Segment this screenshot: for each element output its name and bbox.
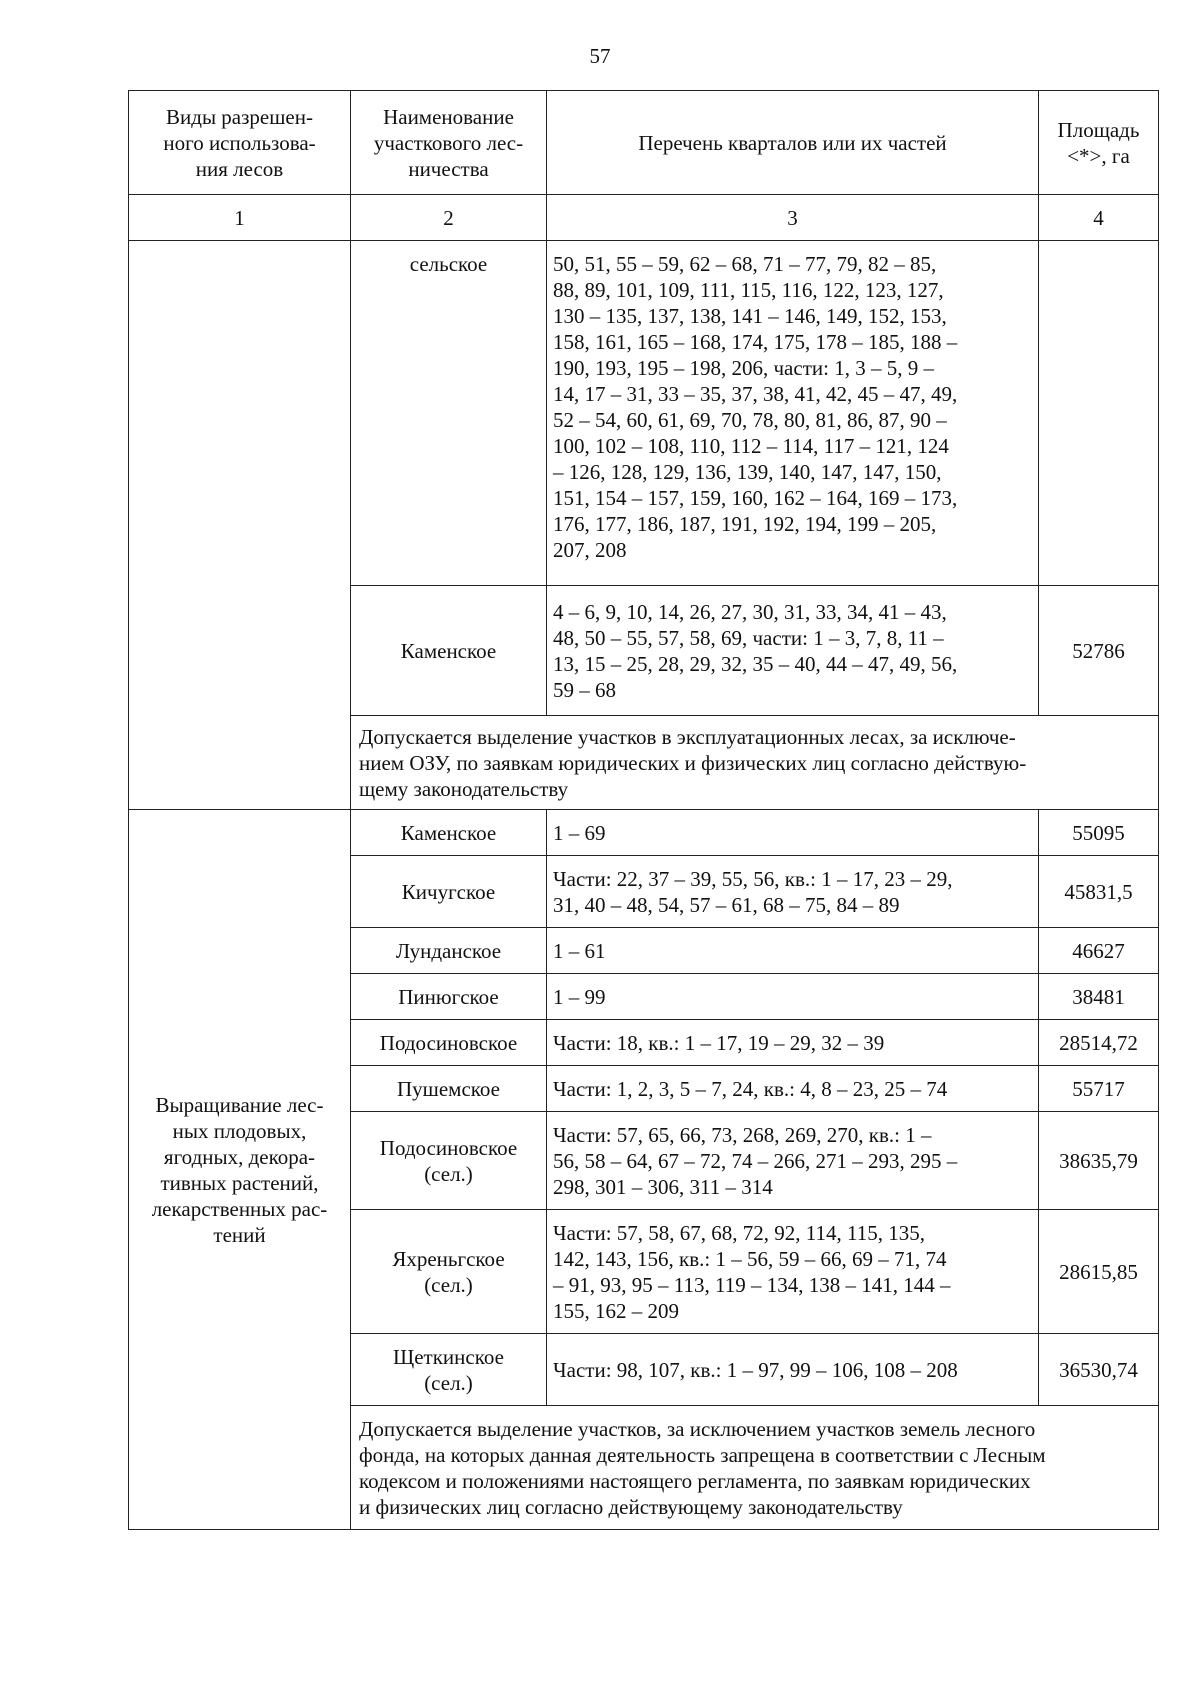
quarters-cell: Части: 98, 107, кв.: 1 – 97, 99 – 106, 108 – 208 bbox=[547, 1334, 1039, 1406]
table-row bbox=[129, 241, 1159, 586]
use-type-cell: Выращивание лес- ных плодовых, ягодных, декора- тивных растений, лекарственных рас- тений bbox=[129, 810, 351, 1530]
area-cell: 45831,5 bbox=[1039, 856, 1159, 928]
quarters-cell: 4 – 6, 9, 10, 14, 26, 27, 30, 31, 33, 34, 41 – 43, 48, 50 – 55, 57, 58, 69, части: 1 – 3, 7, 8, 11 – 13, 15 – 25, 28, 29, 32, 35 – 40, 44 – 47, 49, 56, 59 – 68 bbox=[547, 586, 1039, 716]
header-number-2: 2 bbox=[351, 195, 547, 241]
area-cell bbox=[1039, 241, 1159, 586]
quarters-cell: Части: 57, 65, 66, 73, 268, 269, 270, кв.: 1 – 56, 58 – 64, 67 – 72, 74 – 266, 271 – 293, 295 – 298, 301 – 306, 311 – 314 bbox=[547, 1112, 1039, 1210]
header-number-1: 1 bbox=[129, 195, 351, 241]
quarters-cell: 1 – 69 bbox=[547, 810, 1039, 856]
area-cell: 38481 bbox=[1039, 974, 1159, 1020]
forestry-cell: Подосиновское (сел.) bbox=[351, 1112, 547, 1210]
table-row bbox=[129, 810, 1159, 856]
forestry-cell: сельское bbox=[351, 241, 547, 586]
forestry-cell: Пушемское bbox=[351, 1066, 547, 1112]
forest-use-table bbox=[128, 90, 1159, 1530]
page-number: 57 bbox=[589, 44, 611, 68]
header-quarters: Перечень кварталов или их частей bbox=[547, 91, 1039, 195]
use-type-cell-continued bbox=[129, 241, 351, 810]
area-cell: 36530,74 bbox=[1039, 1334, 1159, 1406]
area-cell: 55717 bbox=[1039, 1066, 1159, 1112]
area-cell: 38635,79 bbox=[1039, 1112, 1159, 1210]
quarters-cell: 50, 51, 55 – 59, 62 – 68, 71 – 77, 79, 82 – 85, 88, 89, 101, 109, 111, 115, 116, 122, 123, 127, 130 – 135, 137, 138, 141 – 146, 149, 152, 153, 158, 161, 165 – 168, 174, 175, 178 – 185, 188 – 190, 193, 195 – 198, 206, части: 1, 3 – 5, 9 – 14, 17 – 31, 33 – 35, 37, 38, 41, 42, 45 – 47, 49, 52 – 54, 60, 61, 69, 70, 78, 80, 81, 86, 87, 90 – 100, 102 – 108, 110, 112 – 114, 117 – 121, 124 – 126, 128, 129, 136, 139, 140, 147, 147, 150, 151, 154 – 157, 159, 160, 162 – 164, 169 – 173, 176, 177, 186, 187, 191, 192, 194, 199 – 205, 207, 208 bbox=[547, 241, 1039, 586]
forestry-cell: Подосиновское bbox=[351, 1020, 547, 1066]
area-cell: 46627 bbox=[1039, 928, 1159, 974]
forestry-cell: Яхреньгское (сел.) bbox=[351, 1210, 547, 1334]
header-number-row bbox=[129, 195, 1159, 241]
quarters-cell: 1 – 61 bbox=[547, 928, 1039, 974]
forestry-cell: Каменское bbox=[351, 810, 547, 856]
section1-note: Допускается выделение участков в эксплуатационных лесах, за исключе- нием ОЗУ, по заявкам юридических и физических лиц согласно действую- щему законодательству bbox=[351, 716, 1159, 810]
area-cell: 28615,85 bbox=[1039, 1210, 1159, 1334]
quarters-cell: 1 – 99 bbox=[547, 974, 1039, 1020]
header-forestry: Наименование участкового лес- ничества bbox=[351, 91, 547, 195]
header-use-type: Виды разрешен- ного использова- ния лесов bbox=[129, 91, 351, 195]
quarters-cell: Части: 18, кв.: 1 – 17, 19 – 29, 32 – 39 bbox=[547, 1020, 1039, 1066]
section2-note: Допускается выделение участков, за исключением участков земель лесного фонда, на которых данная деятельность запрещена в соответствии с Лесным кодексом и положениями настоящего регламента, по заявкам юридических и физических лиц согласно действующему законодательству bbox=[351, 1406, 1159, 1530]
quarters-cell: Части: 57, 58, 67, 68, 72, 92, 114, 115, 135, 142, 143, 156, кв.: 1 – 56, 59 – 66, 69 – 71, 74 – 91, 93, 95 – 113, 119 – 134, 138 – 141, 144 – 155, 162 – 209 bbox=[547, 1210, 1039, 1334]
area-cell: 28514,72 bbox=[1039, 1020, 1159, 1066]
header-area: Площадь <*>, га bbox=[1039, 91, 1159, 195]
quarters-cell: Части: 1, 2, 3, 5 – 7, 24, кв.: 4, 8 – 23, 25 – 74 bbox=[547, 1066, 1039, 1112]
area-cell: 52786 bbox=[1039, 586, 1159, 716]
area-cell: 55095 bbox=[1039, 810, 1159, 856]
header-number-4: 4 bbox=[1039, 195, 1159, 241]
table-header-row bbox=[129, 91, 1159, 195]
forestry-cell: Кичугское bbox=[351, 856, 547, 928]
forestry-cell: Щеткинское (сел.) bbox=[351, 1334, 547, 1406]
quarters-cell: Части: 22, 37 – 39, 55, 56, кв.: 1 – 17, 23 – 29, 31, 40 – 48, 54, 57 – 61, 68 – 75, 84 – 89 bbox=[547, 856, 1039, 928]
header-number-3: 3 bbox=[547, 195, 1039, 241]
forestry-cell: Каменское bbox=[351, 586, 547, 716]
forestry-cell: Лунданское bbox=[351, 928, 547, 974]
forestry-cell: Пинюгское bbox=[351, 974, 547, 1020]
